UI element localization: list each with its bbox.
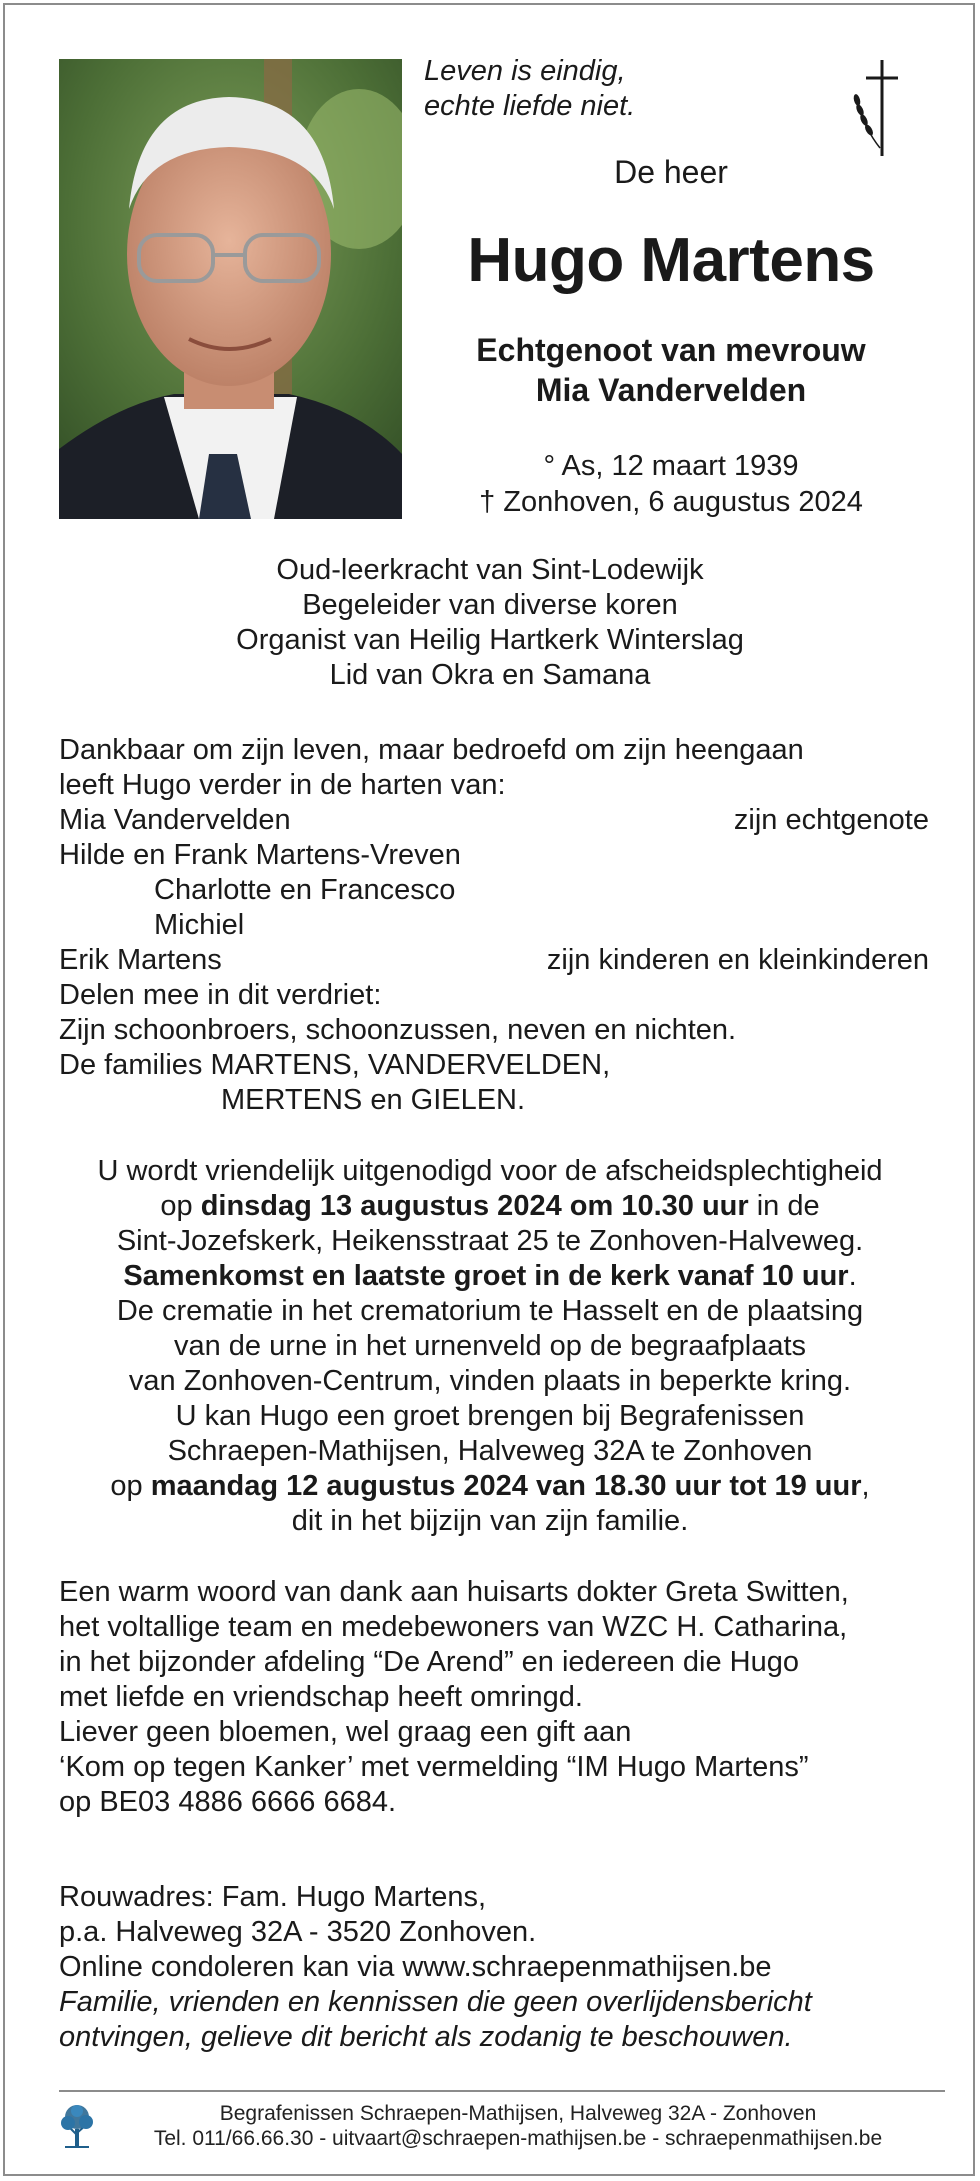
funeral-line: U wordt vriendelijk uitgenodigd voor de afscheidsplechtigheid <box>97 1155 883 1187</box>
spouse-text: Echtgenoot van mevrouw <box>476 332 866 368</box>
thanks-line: het voltallige team en medebewoners van WZC H. Catharina, <box>59 1611 848 1643</box>
funeral-line: U kan Hugo een groet brengen bij Begrafenissen <box>175 1400 805 1432</box>
spouse-name: Mia Vandervelden <box>59 804 291 836</box>
grandchild-name: Charlotte en Francesco <box>154 874 456 906</box>
condolence-link[interactable]: Online condoleren kan via www.schraepenmathijsen.be <box>59 1951 772 1983</box>
funeral-line: Schraepen-Mathijsen, Halveweg 32A te Zonhoven <box>167 1435 813 1467</box>
spouse-line <box>402 330 940 410</box>
cross-with-wheat-icon <box>850 58 910 158</box>
role-item: Lid van Okra en Samana <box>329 659 651 691</box>
funeral-info <box>0 1154 980 1539</box>
funeral-line: van de urne in het urnenveld op de begraafplaats <box>173 1330 807 1362</box>
notice-line: ontvingen, gelieve dit bericht als zodanig te beschouwen. <box>59 2021 793 2053</box>
funeral-line: Sint-Jozefskerk, Heikensstraat 25 te Zonhoven-Halveweg. <box>116 1225 864 1257</box>
footer-contact[interactable]: Tel. 011/66.66.30 - uitvaart@schraepen-mathijsen.be - schraepenmathijsen.be <box>153 2127 883 2150</box>
funeral-line: De crematie in het crematorium te Hasselt en de plaatsing <box>116 1295 864 1327</box>
families-line: MERTENS en GIELEN. <box>221 1084 526 1116</box>
salutation: De heer <box>614 154 728 190</box>
spouse-text: Mia Vandervelden <box>535 372 807 408</box>
motto-line: echte liefde niet. <box>424 90 636 122</box>
thanks-line: ‘Kom op tegen Kanker’ met vermelding “IM Hugo Martens” <box>59 1751 809 1783</box>
address-line: p.a. Halveweg 32A - 3520 Zonhoven. <box>59 1916 537 1948</box>
funeral-line: van Zonhoven-Centrum, vinden plaats in beperkte kring. <box>128 1365 852 1397</box>
funeral-line <box>0 1259 980 1294</box>
family-row <box>59 943 929 978</box>
family-intro: Dankbaar om zijn leven, maar bedroefd om zijn heengaan <box>59 734 804 766</box>
motto <box>424 54 635 124</box>
family-row <box>59 803 929 838</box>
role-item: Organist van Heilig Hartkerk Winterslag <box>236 624 744 656</box>
text-run: in de <box>748 1190 820 1222</box>
role-item: Oud-leerkracht van Sint-Lodewijk <box>276 554 704 586</box>
thanks-line: in het bijzonder afdeling “De Arend” en iedereen die Hugo <box>59 1646 799 1678</box>
roles-list <box>0 553 980 693</box>
life-dates <box>402 448 940 520</box>
children-role: zijn kinderen en kleinkinderen <box>546 944 929 976</box>
service-date: dinsdag 13 augustus 2024 om 10.30 uur <box>200 1190 749 1222</box>
family-section <box>59 733 929 1118</box>
thanks-line: met liefde en vriendschap heeft omringd. <box>59 1681 583 1713</box>
text-run: op <box>160 1190 201 1222</box>
text-run: op <box>110 1470 151 1502</box>
child-name: Hilde en Frank Martens-Vreven <box>59 839 461 871</box>
address-line: Rouwadres: Fam. Hugo Martens, <box>59 1881 487 1913</box>
deceased-name: Hugo Martens <box>467 226 875 295</box>
notice-line: Familie, vrienden en kennissen die geen overlijdensbericht <box>59 1986 812 2018</box>
gathering-time: Samenkomst en laatste groet in de kerk vanaf 10 uur <box>123 1260 849 1292</box>
grandchild-name: Michiel <box>154 909 245 941</box>
family-intro: leeft Hugo verder in de harten van: <box>59 769 506 801</box>
visitation-time: maandag 12 augustus 2024 van 18.30 uur tot 19 uur <box>150 1470 862 1502</box>
families-line: De families MARTENS, VANDERVELDEN, <box>59 1049 611 1081</box>
address-section <box>59 1880 929 2055</box>
in-laws-line: Zijn schoonbroers, schoonzussen, neven en nichten. <box>59 1014 737 1046</box>
sharing-line: Delen mee in dit verdriet: <box>59 979 382 1011</box>
text-run: . <box>848 1260 857 1292</box>
thanks-line: Een warm woord van dank aan huisarts dokter Greta Switten, <box>59 1576 849 1608</box>
thanks-section <box>59 1575 929 1820</box>
funeral-line <box>0 1189 980 1224</box>
motto-line: Leven is eindig, <box>424 55 626 87</box>
thanks-line: Liever geen bloemen, wel graag een gift aan <box>59 1716 632 1748</box>
death-date: † Zonhoven, 6 augustus 2024 <box>479 486 863 518</box>
footer-divider <box>59 2090 945 2092</box>
thanks-line: op BE03 4886 6666 6684. <box>59 1786 397 1818</box>
spouse-role: zijn echtgenote <box>733 804 929 836</box>
text-run: , <box>861 1470 870 1502</box>
footer-address: Begrafenissen Schraepen-Mathijsen, Halveweg 32A - Zonhoven <box>219 2102 817 2125</box>
funeral-line <box>0 1469 980 1504</box>
role-item: Begeleider van diverse koren <box>302 589 678 621</box>
portrait-photo <box>59 59 402 519</box>
funeral-line: dit in het bijzijn van zijn familie. <box>291 1505 689 1537</box>
child-name: Erik Martens <box>59 944 222 976</box>
birth-date: ° As, 12 maart 1939 <box>543 450 799 482</box>
tree-logo-icon <box>59 2103 95 2149</box>
